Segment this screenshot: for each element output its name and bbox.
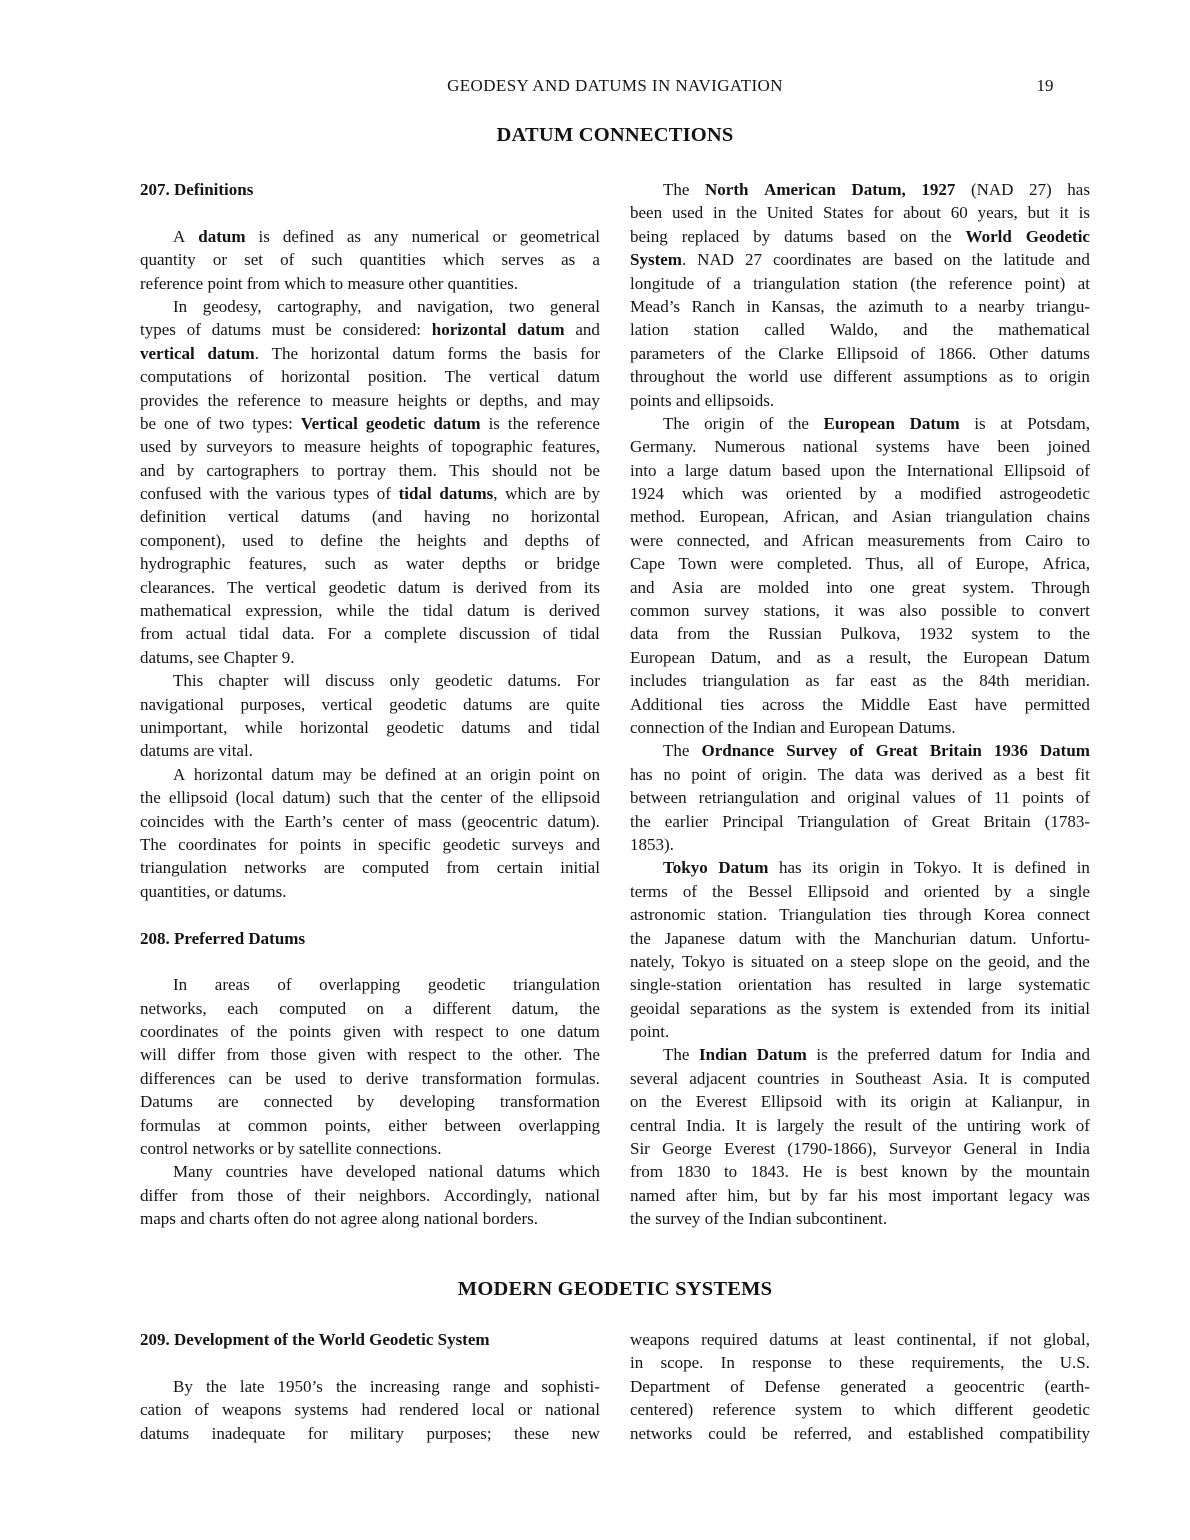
text-line: vertical datum. The horizontal datum forms the basis for [140,343,600,363]
paragraph [140,225,600,295]
article-subheading: 207. Definitions [140,180,254,199]
text-line: differ from those of their neighbors. Accordingly, national [140,1185,600,1205]
text-line: mathematical expression, while the tidal datum is derived [140,601,600,621]
paragraph [140,295,600,669]
text-line: navigational purposes, vertical geodetic datums are quite [140,694,600,714]
text-line: The Ordnance Survey of Great Britain 1936 Datum [663,741,1090,761]
text-line: confused with the various types of tidal datums, which are by [140,484,600,504]
text-line: point. [630,1022,670,1042]
text-line: A datum is defined as any numerical or geometrical [173,226,600,246]
paragraph [630,178,1090,412]
paragraph [630,1328,1090,1445]
text-line: The Indian Datum is the preferred datum for India and [663,1045,1090,1065]
text-line: the ellipsoid (local datum) such that the center of the ellipsoid [140,788,600,808]
text-line: quantities, or datums. [140,881,287,901]
text-line: 1924 which was oriented by a modified astrogeodetic [630,484,1090,504]
text-line: from 1830 to 1843. He is best known by the mountain [630,1162,1090,1182]
text-line: from actual tidal data. For a complete discussion of tidal [140,624,600,644]
text-line: computations of horizontal position. The vertical datum [140,367,600,387]
text-line: European Datum, and as a result, the European Datum [630,647,1090,667]
text-line: The origin of the European Datum is at Potsdam, [663,413,1090,433]
text-line: In geodesy, cartography, and navigation, two general [173,296,600,316]
text-line: central India. It is largely the result of the untiring work of [630,1115,1090,1135]
text-line: datums are vital. [140,741,253,761]
text-line: were connected, and African measurements from Cairo to [630,530,1090,550]
paragraph [630,412,1090,739]
text-line: networks, each computed on a different datum, the [140,998,600,1018]
text-line: quantity or set of such quantities which serves as a [140,250,600,270]
text-line: definition vertical datums (and having no horizontal [140,507,600,527]
text-line: common survey stations, it was also possible to convert [630,601,1090,621]
page-number: 19 [1036,76,1054,95]
paragraph [140,763,600,903]
text-line: longitude of a triangulation station (the reference point) at [630,273,1090,293]
text-line: Department of Defense generated a geocentric (earth- [630,1376,1090,1396]
text-line: triangulation networks are computed from certain initial [140,858,600,878]
text-line: The coordinates for points in specific geodetic surveys and [140,834,600,854]
text-line: unimportant, while horizontal geodetic datums and tidal [140,717,600,737]
text-line: coincides with the Earth’s center of mass (geocentric datum). [140,811,600,831]
text-line: single-station orientation has resulted in large systematic [630,975,1090,995]
text-line: A horizontal datum may be defined at an origin point on [173,764,600,784]
running-header-title: GEODESY AND DATUMS IN NAVIGATION [447,76,783,95]
text-line: cation of weapons systems had rendered local or national [140,1400,600,1420]
text-line: Additional ties across the Middle East have permitted [630,694,1090,714]
text-line: weapons required datums at least continental, if not global, [630,1330,1090,1349]
paragraph [140,973,600,1160]
text-line: datums inadequate for military purposes; these new [140,1423,600,1443]
text-line: being replaced by datums based on the World Geodetic [630,226,1090,246]
text-line: Mead’s Ranch in Kansas, the azimuth to a nearby triangu- [630,296,1090,316]
text-line: the survey of the Indian subcontinent. [630,1209,888,1229]
text-line: component), used to define the heights and depths of [140,530,600,550]
text-line: In areas of overlapping geodetic triangulation [173,975,600,995]
paragraph [140,669,600,763]
text-line: between retriangulation and original values of 11 points of [630,788,1090,808]
text-line: terms of the Bessel Ellipsoid and oriented by a single [630,881,1090,901]
text-line: 1853). [630,834,674,854]
text-line: coordinates of the points given with respect to one datum [140,1022,600,1042]
text-line: nately, Tokyo is situated on a steep slope on the geoid, and the [630,951,1090,971]
text-line: Tokyo Datum has its origin in Tokyo. It is defined in [663,858,1090,878]
article-subheading: 209. Development of the World Geodetic System [140,1330,490,1349]
text-line: Sir George Everest (1790-1866), Surveyor General in India [630,1139,1090,1159]
text-line: throughout the world use different assumptions as to origin [630,367,1090,387]
text-line: will differ from those given with respect to the other. The [140,1045,600,1065]
text-line: data from the Russian Pulkova, 1932 system to the [630,624,1090,644]
major-heading-datum-connections: DATUM CONNECTIONS [496,124,734,146]
article-subheading: 208. Preferred Datums [140,928,306,948]
text-line: Datums are connected by developing transformation [140,1092,600,1112]
column-right-datum-connections [630,178,1090,1231]
text-line: control networks or by satellite connections. [140,1139,442,1159]
text-line: Germany. Numerous national systems have been joined [630,437,1090,457]
text-line: lation station called Waldo, and the mathematical [630,320,1090,340]
text-line: maps and charts often do not agree along national borders. [140,1209,538,1229]
text-line: be one of two types: Vertical geodetic datum is the reference [140,413,600,433]
paragraph [630,856,1090,1043]
text-line: geoidal separations as the system is extended from its initial [630,998,1090,1018]
text-line: method. European, African, and Asian triangulation chains [630,507,1090,527]
text-line: named after him, but by far his most important legacy was [630,1185,1090,1205]
text-line: on the Everest Ellipsoid with its origin at Kalianpur, in [630,1092,1090,1112]
text-line: hydrographic features, such as water depths or bridge [140,554,600,574]
text-line: clearances. The vertical geodetic datum is derived from its [140,577,600,597]
paragraph [140,1160,600,1230]
text-line: By the late 1950’s the increasing range and sophisti- [173,1376,600,1396]
text-line: the earlier Principal Triangulation of Great Britain (1783- [630,811,1090,831]
text-line: includes triangulation as far east as the 84th meridian. [630,671,1090,691]
text-line: in scope. In response to these requirements, the U.S. [630,1353,1090,1373]
paragraph [630,739,1090,856]
text-line: been used in the United States for about 60 years, but it is [630,203,1090,223]
text-line: types of datums must be considered: horizontal datum and [140,320,600,340]
text-line: formulas at common points, either between overlapping [140,1115,600,1135]
text-line: datums, see Chapter 9. [140,647,295,667]
text-line: astronomic station. Triangulation ties through Korea connect [630,905,1090,925]
text-line: This chapter will discuss only geodetic datums. For [173,671,600,691]
column-left-datum-connections [140,178,600,1231]
paragraph [630,1043,1090,1230]
text-line: several adjacent countries in Southeast Asia. It is computed [630,1068,1090,1088]
column-right-modern-geodetic [630,1328,1090,1445]
text-line: the Japanese datum with the Manchurian datum. Unfortu- [630,928,1090,948]
text-line: parameters of the Clarke Ellipsoid of 1866. Other datums [630,343,1090,363]
text-line: provides the reference to measure heights or depths, and may [140,390,600,410]
major-heading-modern-geodetic-systems: MODERN GEODETIC SYSTEMS [457,1278,773,1300]
column-left-modern-geodetic [140,1328,600,1445]
text-line: centered) reference system to which different geodetic [630,1400,1090,1420]
text-line: used by surveyors to measure heights of topographic features, [140,437,600,457]
text-line: reference point from which to measure other quantities. [140,273,519,293]
text-line: connection of the Indian and European Datums. [630,717,956,737]
text-line: has no point of origin. The data was derived as a best fit [630,764,1090,784]
text-line: points and ellipsoids. [630,390,775,410]
text-line: System. NAD 27 coordinates are based on the latitude and [630,250,1090,270]
text-line: The North American Datum, 1927 (NAD 27) has [663,180,1090,199]
text-line: into a large datum based upon the International Ellipsoid of [630,460,1090,480]
paragraph [140,1375,600,1445]
text-line: differences can be used to derive transformation formulas. [140,1068,600,1088]
text-line: Many countries have developed national datums which [173,1162,600,1182]
text-line: Cape Town were completed. Thus, all of Europe, Africa, [630,554,1090,574]
text-line: networks could be referred, and established compatibility [630,1423,1090,1443]
text-line: and Asia are molded into one great system. Through [630,577,1090,597]
text-line: and by cartographers to portray them. This should not be [140,460,600,480]
